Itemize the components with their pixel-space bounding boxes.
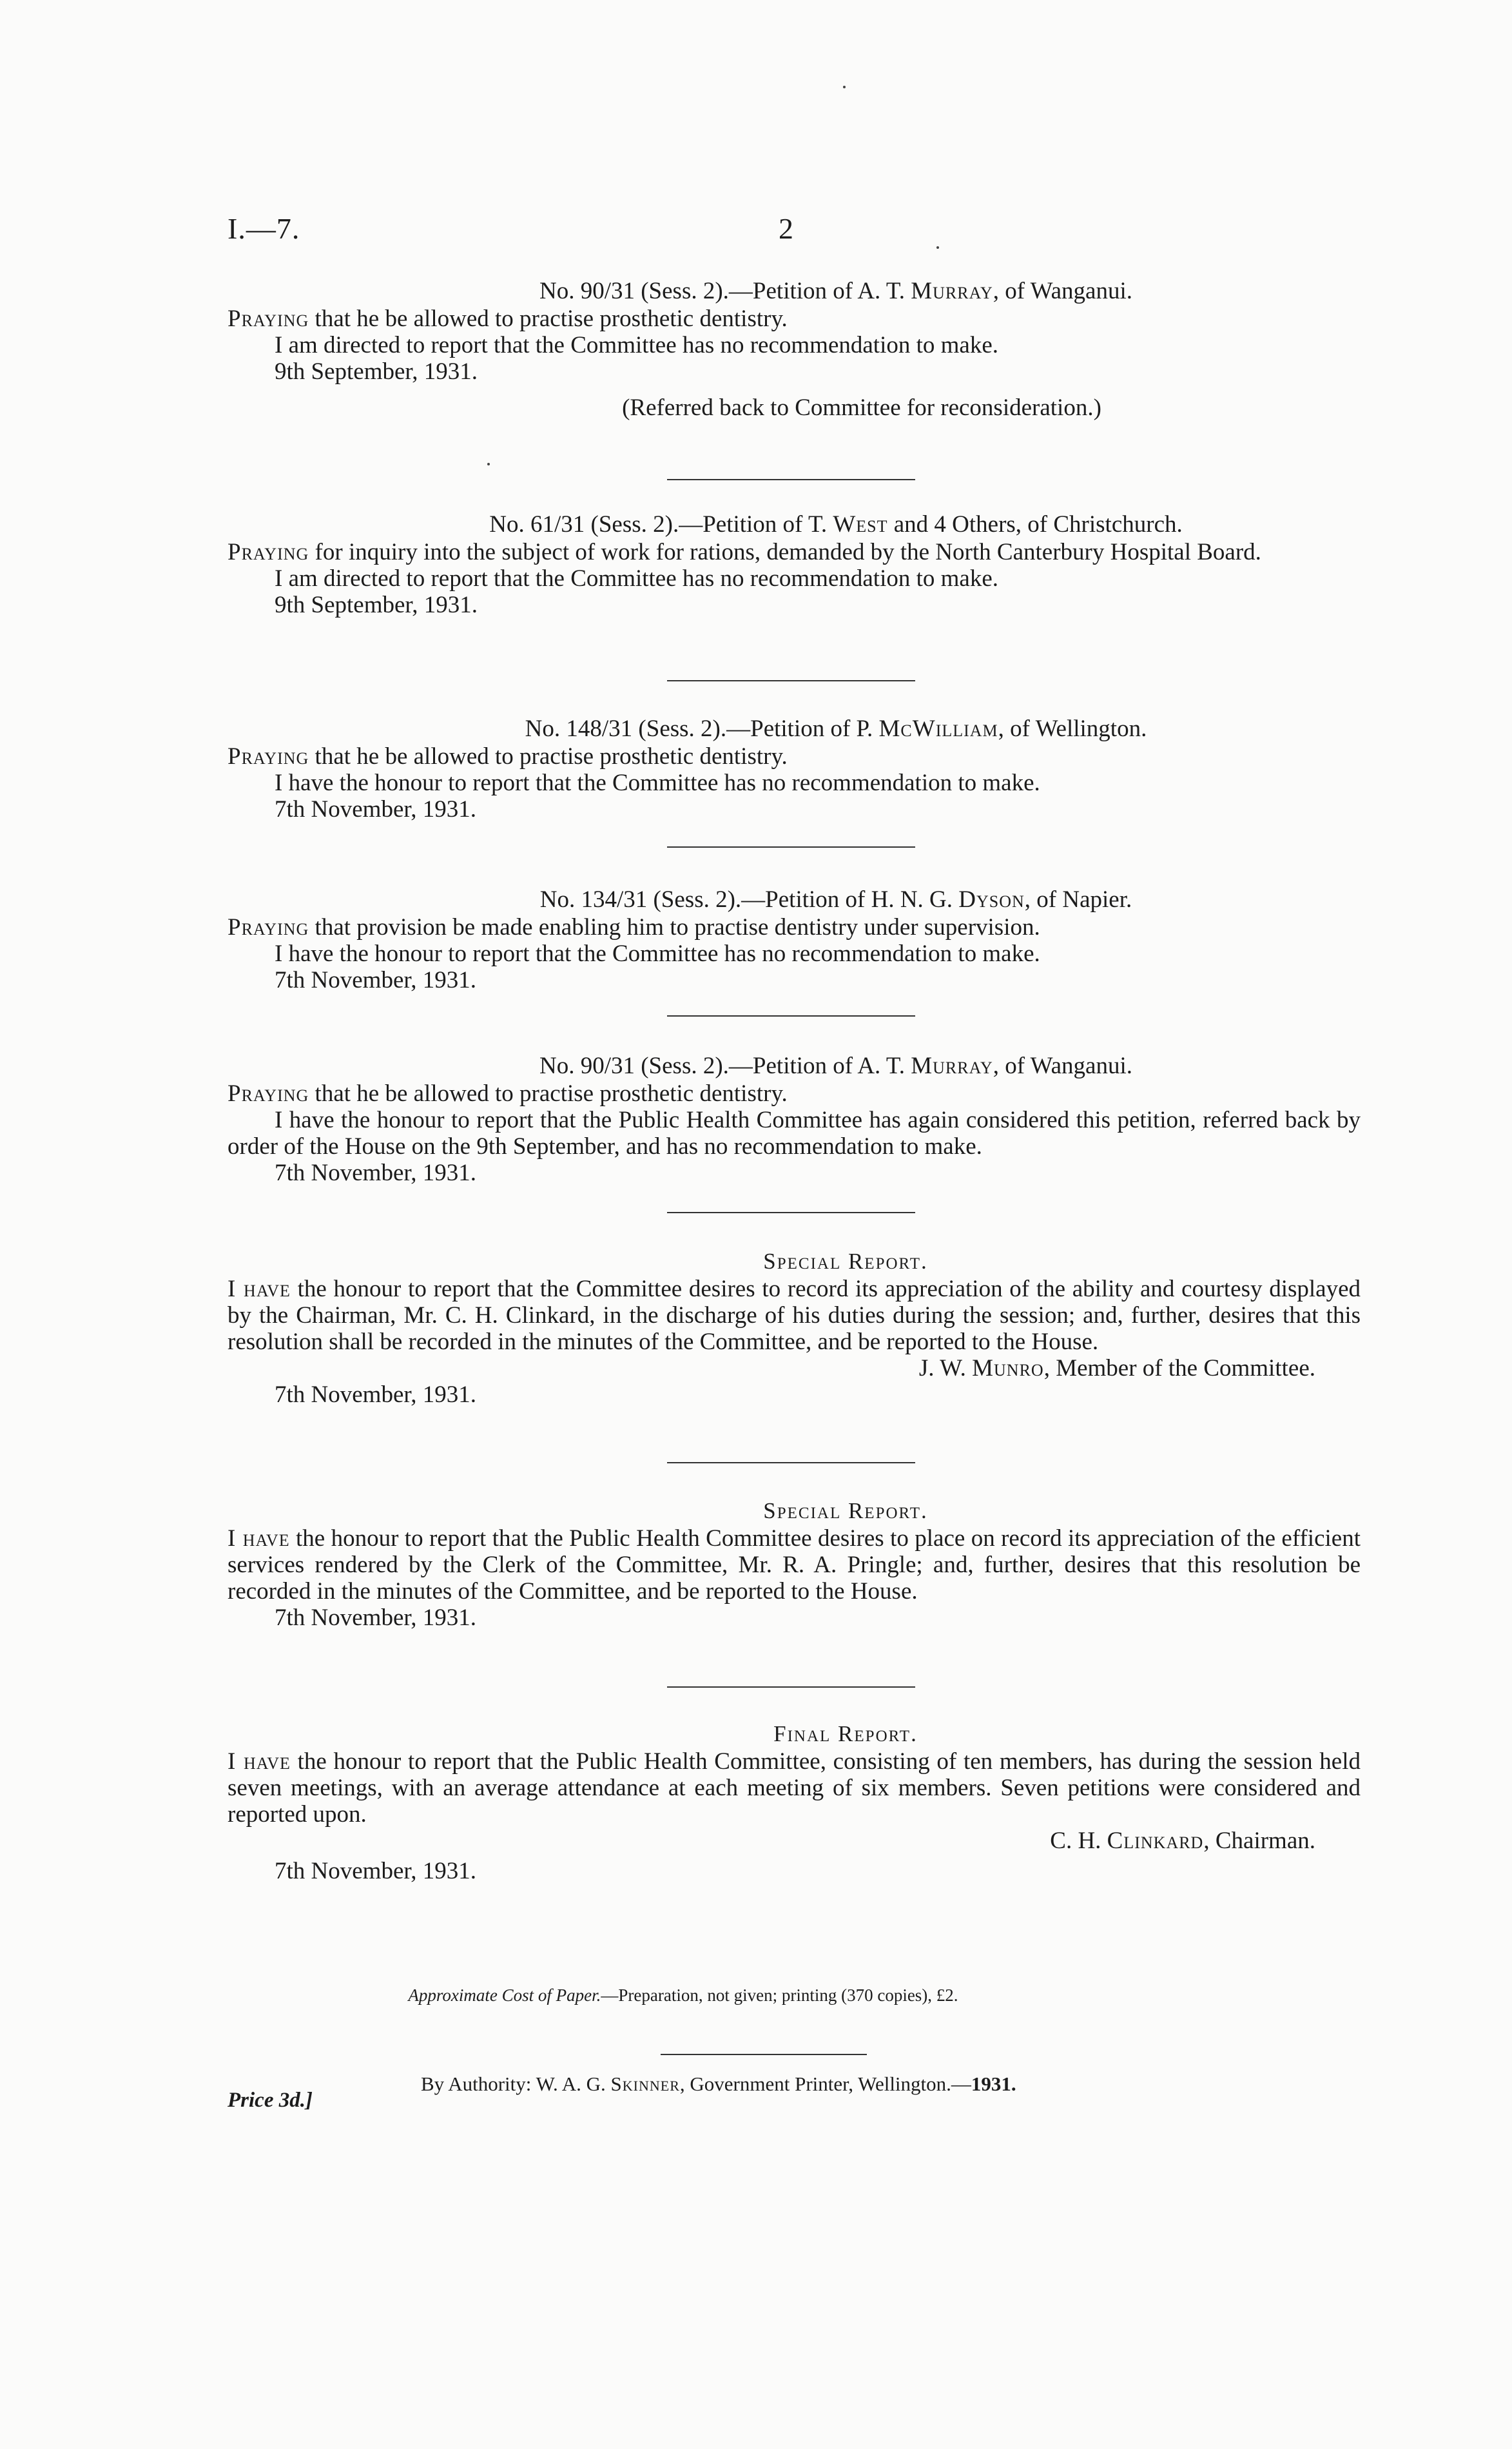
petition-heading: No. 61/31 (Sess. 2).—Petition of T. West and 4 Others, of Christchurch. [489,511,1183,538]
printer-authority: By Authority: W. A. G. Skinner, Government Printer, Wellington.—1931. [421,2073,1016,2095]
scan-speck [936,246,939,249]
petition-section-4 [228,886,1361,993]
section-divider [667,1462,915,1463]
praying-paragraph: Praying that he be allowed to practise prosthetic dentistry. [228,743,788,770]
section-divider [667,1212,915,1213]
page-reference: I.—7. [228,212,300,245]
final-report-title: Final Report. [773,1721,918,1746]
report-date: 7th November, 1931. [275,796,476,823]
section-divider [667,1686,915,1688]
petition-section-5 [228,1052,1361,1186]
final-report [228,1720,1361,1884]
scan-speck [487,463,490,465]
special-report-paragraph: I have the honour to report that the Committee desires to record its appreciation of the ability and courtesy displayed by the Chairman, Mr. C. H. Clinkard, in the discharge of his duties during the session; and, further, desires that this resolution shall be recorded in the minutes of the Committee, and be reported to the House. [228,1276,1361,1355]
section-divider [667,680,915,681]
petitioner-name: Murray [911,1053,993,1079]
section-divider [667,1015,915,1017]
report-paragraph: I am directed to report that the Committee has no recommendation to make. [275,332,999,358]
report-date: 7th November, 1931. [275,1381,476,1408]
section-divider [667,479,915,480]
petition-heading: No. 90/31 (Sess. 2).—Petition of A. T. Murray, of Wanganui. [539,1053,1133,1079]
report-paragraph: I have the honour to report that the Committee has no recommendation to make. [275,770,1040,796]
special-report-2 [228,1497,1361,1631]
footer-divider [661,2054,867,2055]
petition-heading: No. 148/31 (Sess. 2).—Petition of P. McWilliam, of Wellington. [525,716,1147,742]
cost-of-paper: Approximate Cost of Paper.—Preparation, not given; printing (370 copies), £2. [408,1986,958,2005]
praying-paragraph: Praying for inquiry into the subject of work for rations, demanded by the North Canterbury Hospital Board. [228,539,1261,565]
petitioner-name: West [833,511,888,538]
petition-section-3 [228,715,1361,823]
petition-section-1 [228,277,1361,422]
report-date: 9th September, 1931. [275,358,478,385]
report-paragraph: I have the honour to report that the Committee has no recommendation to make. [275,941,1040,967]
referral-note: (Referred back to Committee for reconsideration.) [622,395,1101,421]
petition-section-2 [228,511,1361,618]
special-report-title: Special Report. [763,1498,928,1523]
special-report-1 [228,1247,1361,1408]
petitioner-name: Murray [911,278,993,304]
special-report-title: Special Report. [763,1249,928,1274]
report-date: 7th November, 1931. [275,967,476,993]
price-label: Price 3d.] [228,2089,313,2112]
final-report-paragraph: I have the honour to report that the Public Health Committee, consisting of ten members, has during the session held seven meetings, with an average attendance at each meeting of six members. Seven petitions were considered and reported upon. [228,1748,1361,1828]
signature: C. H. Clinkard, Chairman. [1050,1828,1315,1854]
report-date: 7th November, 1931. [275,1160,476,1186]
section-divider [667,846,915,848]
page-number: 2 [779,212,793,245]
special-report-paragraph: I have the honour to report that the Public Health Committee desires to place on record its appreciation of the efficient services rendered by the Clerk of the Committee, Mr. R. A. Pringle; and, further, desires that this resolution be recorded in the minutes of the Committee, and be reported to the House. [228,1525,1361,1605]
petition-heading: No. 134/31 (Sess. 2).—Petition of H. N. G. Dyson, of Napier. [539,886,1132,913]
praying-paragraph: Praying that he be allowed to practise prosthetic dentistry. [228,1080,788,1107]
signature: J. W. Munro, Member of the Committee. [918,1355,1315,1381]
petitioner-name: Dyson [958,886,1025,913]
report-paragraph: I have the honour to report that the Public Health Committee has again considered this petition, referred back by order of the House on the 9th September, and has no recommendation to make. [228,1107,1361,1160]
praying-paragraph: Praying that provision be made enabling him to practise dentistry under supervision. [228,914,1040,941]
petition-heading: No. 90/31 (Sess. 2).—Petition of A. T. Murray, of Wanganui. [539,278,1133,304]
report-date: 7th November, 1931. [275,1858,476,1884]
petitioner-name: McWilliam [878,716,998,742]
report-paragraph: I am directed to report that the Committee has no recommendation to make. [275,565,999,592]
report-date: 9th September, 1931. [275,592,478,618]
praying-paragraph: Praying that he be allowed to practise prosthetic dentistry. [228,306,788,332]
scan-speck [843,86,846,88]
report-date: 7th November, 1931. [275,1605,476,1631]
